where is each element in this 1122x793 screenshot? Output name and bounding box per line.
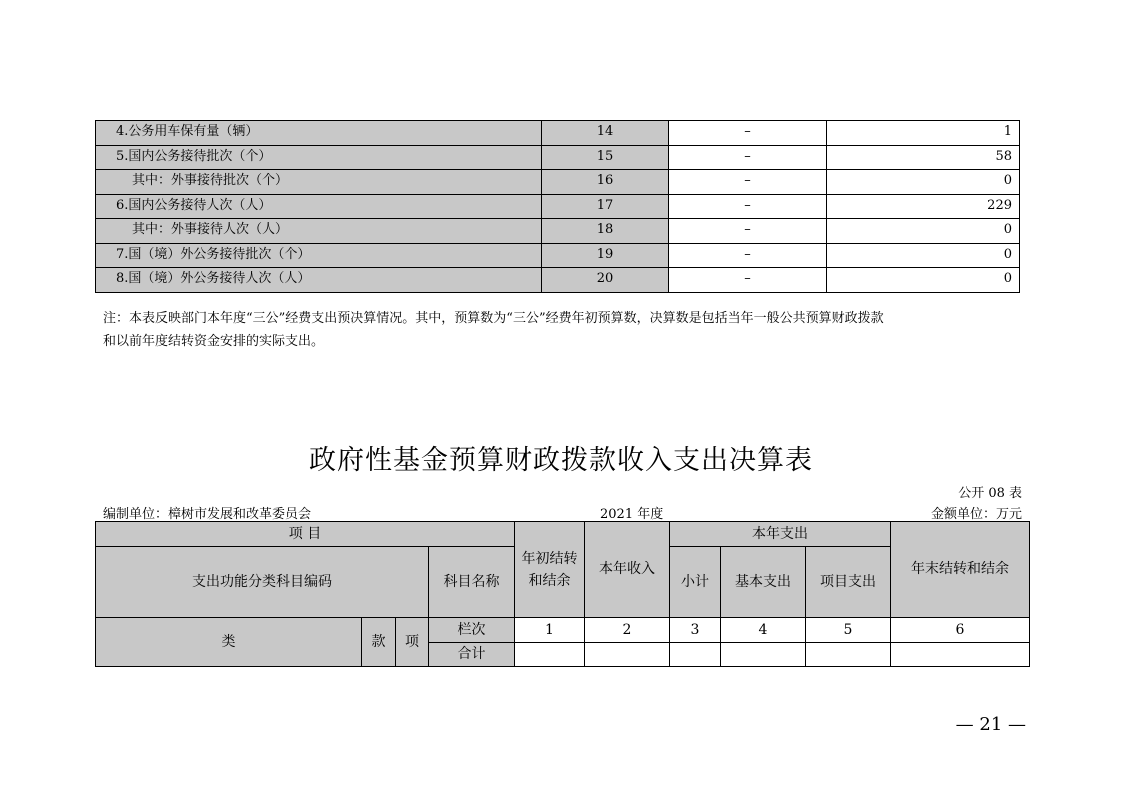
row-actual: 58 (827, 145, 1020, 170)
table-row (96, 194, 1020, 219)
header-income: 本年收入 (585, 522, 670, 618)
row-item: 8.国（境）外公务接待人次（人） (96, 268, 542, 293)
row-budget: – (669, 219, 827, 244)
row-budget: – (669, 170, 827, 195)
row-item: 7.国（境）外公务接待批次（个） (96, 243, 542, 268)
row-item: 6.国内公务接待人次（人） (96, 194, 542, 219)
row-actual: 229 (827, 194, 1020, 219)
row-line-number: 19 (542, 243, 669, 268)
row-item: 4.公务用车保有量（辆） (96, 121, 542, 146)
header-expense: 本年支出 (670, 522, 891, 547)
row-budget: – (669, 268, 827, 293)
header-subtotal: 小计 (670, 547, 721, 618)
row-line-number: 15 (542, 145, 669, 170)
table-note-line-2: 和以前年度结转资金安排的实际支出。 (103, 334, 325, 349)
header-project: 项目支出 (806, 547, 891, 618)
column-number: 3 (670, 618, 721, 643)
row-actual: 0 (827, 268, 1020, 293)
form-code: 公开 08 表 (958, 486, 1022, 501)
row-actual: 0 (827, 219, 1020, 244)
table-note-line-1: 注：本表反映部门本年度“三公”经费支出预决算情况。其中，预算数为“三公”经费年初预算数，决算数是包括当年一般公共预算财政拨款 (103, 311, 884, 326)
row-item: 其中：外事接待人次（人） (96, 219, 542, 244)
column-number: 6 (891, 618, 1030, 643)
header-item: 项 目 (96, 522, 515, 547)
total-value-cell (515, 643, 585, 667)
row-budget: – (669, 121, 827, 146)
page-number: — 21 — (955, 714, 1026, 735)
row-item: 5.国内公务接待批次（个） (96, 145, 542, 170)
table-row (96, 121, 1020, 146)
row-line-number: 14 (542, 121, 669, 146)
total-value-cell (585, 643, 670, 667)
header-sub-item: 项 (396, 618, 429, 667)
total-value-cell (670, 643, 721, 667)
column-number: 5 (806, 618, 891, 643)
row-actual: 0 (827, 243, 1020, 268)
row-budget: – (669, 243, 827, 268)
row-item: 其中：外事接待批次（个） (96, 170, 542, 195)
header-section: 款 (362, 618, 396, 667)
table-row (96, 243, 1020, 268)
fiscal-year: 2021 年度 (600, 507, 664, 522)
page-title: 政府性基金预算财政拨款收入支出决算表 (309, 445, 813, 476)
header-basic: 基本支出 (721, 547, 806, 618)
row-line-number: 20 (542, 268, 669, 293)
total-value-cell (891, 643, 1030, 667)
row-line-number: 18 (542, 219, 669, 244)
row-budget: – (669, 194, 827, 219)
table-row (96, 219, 1020, 244)
total-value-cell (721, 643, 806, 667)
header-subject-name: 科目名称 (429, 547, 515, 618)
header-class: 类 (96, 618, 362, 667)
row-actual: 1 (827, 121, 1020, 146)
total-value-cell (806, 643, 891, 667)
header-end-balance: 年末结转和结余 (891, 522, 1030, 618)
header-begin-balance: 年初结转和结余 (515, 522, 585, 618)
table-row (96, 145, 1020, 170)
public-expense-stats-table (95, 120, 1020, 293)
header-func-code: 支出功能分类科目编码 (96, 547, 429, 618)
table-row (96, 170, 1020, 195)
row-actual: 0 (827, 170, 1020, 195)
column-number: 1 (515, 618, 585, 643)
row-line-number: 17 (542, 194, 669, 219)
total-label: 合计 (429, 643, 515, 667)
table-row (96, 268, 1020, 293)
column-number: 4 (721, 618, 806, 643)
row-budget: – (669, 145, 827, 170)
header-column-no: 栏次 (429, 618, 515, 643)
currency-unit: 金额单位：万元 (930, 507, 1022, 522)
column-number: 2 (585, 618, 670, 643)
compiling-unit: 编制单位：樟树市发展和改革委员会 (103, 507, 312, 522)
row-line-number: 16 (542, 170, 669, 195)
government-fund-budget-table (95, 521, 1030, 667)
